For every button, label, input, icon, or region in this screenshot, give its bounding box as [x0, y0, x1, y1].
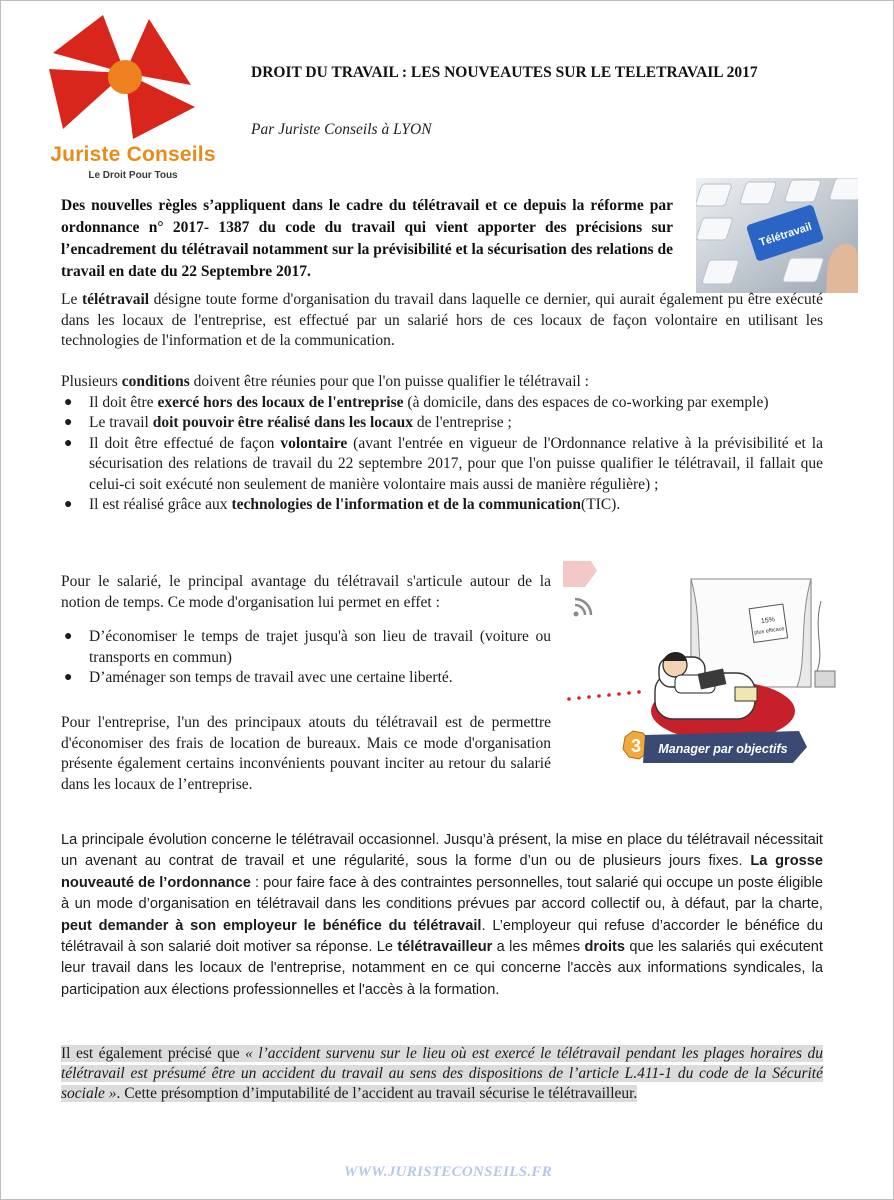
- list-item: ● D’aménager son temps de travail avec une certaine liberté.: [61, 668, 551, 689]
- accident-quote: « l’accident survenu sur le lieu où est exercé le télétravail pendant les plages horaires du télétravail est présumé être un accident du travail au sens des dispositions de l’article L.411-1 du code de la Sécurité sociale »: [61, 1045, 823, 1102]
- dotted-line-icon: [567, 690, 641, 701]
- accident-lead: Il est également précisé que: [61, 1045, 246, 1062]
- bullet-icon: ●: [64, 415, 73, 430]
- company-paragraph: Pour l'entreprise, l'un des principaux atouts du télétravail est de permettre d'économiser des frais de location de bureaux. Mais ce mode d'organisation présente également certains inconvénients pouvant inciter au retour du salarié dans les locaux de l’entreprise.: [61, 714, 551, 793]
- conditions-lead: Plusieurs: [61, 373, 122, 390]
- definition-lead: Le: [61, 291, 82, 308]
- conditions-term: conditions: [121, 373, 190, 390]
- brand-logo: [33, 11, 223, 186]
- conditions-list: [61, 393, 823, 516]
- list-item: ● Il doit être effectué de façon volontaire (avant l'entrée en vigueur de l'Ordonnance relative à la prévisibilité et la sécurisation des relations de travail du 22 septembre 2017, pour que l'on puisse qualifier le télétravail, il fallait que celui-ci soit exécuté non seulement de manière volontaire mais aussi de manière régulière) ;: [64, 434, 823, 493]
- manager-illustration: [563, 561, 849, 793]
- step-badge-number: 3: [630, 736, 642, 756]
- conditions-rest: doivent être réunies pour que l'on puisse qualifier le télétravail :: [189, 373, 589, 390]
- bullet-icon: ●: [64, 435, 73, 451]
- accident-paragraph: [61, 1044, 823, 1104]
- pinwheel-logo-icon: [45, 11, 205, 143]
- wifi-icon: [574, 599, 592, 617]
- bullet-icon: ●: [64, 670, 73, 685]
- list-item: ● Il doit être exercé hors des locaux de l'entreprise (à domicile, dans des espaces de co-working par exemple): [61, 393, 823, 414]
- intro-paragraph: Des nouvelles règles s’appliquent dans le cadre du télétravail et ce depuis la réforme par ordonnance n° 2017- 1387 du code du travail qui vient apporter des précisions sur l’encadrement du télétravail notamment sur la prévisibilité et la sécurisation des relations de travail en date du 22 Septembre 2017.: [61, 197, 673, 280]
- author-line: Par Juriste Conseils à LYON: [251, 121, 432, 138]
- conditions-intro: [61, 372, 823, 393]
- definition-paragraph: [61, 290, 823, 352]
- list-item: ● D’économiser le temps de trajet jusqu'à son lieu de travail (voiture ou transports en commun): [64, 628, 551, 666]
- employee-paragraph: Pour le salarié, le principal avantage du télétravail s'articule autour de la notion de temps. Ce mode d'organisation lui permet en effet :: [61, 573, 551, 611]
- bullet-icon: ●: [64, 629, 73, 644]
- evolution-paragraph: La principale évolution concerne le télétravail occasionnel. Jusqu’à présent, la mise en place du télétravail nécessitait un avenant au contrat de travail et une régularité, sous la forme d’un ou de plusieurs jours fixes. La grosse nouveauté de l’ordonnance : pour faire face à des contraintes personnelles, tout salarié qui occupe un poste éligible à un mode d’organisation en télétravail dans les conditions prévues par accord collectif ou, à défaut, par la charte, peut demander à son employeur le bénéfice du télétravail. L’employeur qui refuse d’accorder le bénéfice du télétravail à son salarié doit motiver sa réponse. Le télétravailleur a les mêmes droits que les salariés qui exécutent leur travail dans les locaux de l'entreprise, notamment en ce qui concerne l'accès aux informations syndicales, la participation aux élections professionnelles et l'accès à la formation.: [61, 832, 823, 998]
- definition-rest: désigne toute forme d'organisation du travail dans laquelle ce dernier, qui aurait également pu être exécuté dans les locaux de l'entreprise, est effectué par un salarié hors de ces locaux de façon volontaire en utilisant les technologies de l'information et de la communication.: [61, 291, 823, 349]
- brand-tagline: Le Droit Pour Tous: [88, 170, 178, 181]
- chart-label-text: plus efficace: [753, 626, 785, 637]
- list-item: ● Le travail doit pouvoir être réalisé dans les locaux de l'entreprise ;: [61, 413, 823, 434]
- footer-website: WWW.JURISTECONSEILS.FR: [343, 1164, 553, 1180]
- keyboard-key-label: Télétravail: [757, 220, 814, 250]
- illustration-banner: Manager par objectifs: [658, 742, 788, 756]
- list-item: ● Il est réalisé grâce aux technologies de l'information et de la communication(TIC).: [61, 495, 823, 516]
- page-title: DROIT DU TRAVAIL : LES NOUVEAUTES SUR LE TELETRAVAIL 2017: [251, 64, 758, 81]
- brand-name: Juriste Conseils: [50, 143, 216, 166]
- bullet-icon: ●: [64, 497, 73, 512]
- teletravail-keyboard-image: [696, 178, 858, 293]
- definition-term: télétravail: [81, 291, 150, 308]
- employee-section: [61, 572, 551, 689]
- bullet-icon: ●: [64, 394, 73, 410]
- conditions-section: [61, 372, 823, 516]
- chart-label-pct: 15%: [760, 616, 776, 626]
- accident-rest: . Cette présomption d’imputabilité de l’accident au travail sécurise le télétravailleur.: [116, 1085, 638, 1102]
- employee-list: [61, 627, 551, 689]
